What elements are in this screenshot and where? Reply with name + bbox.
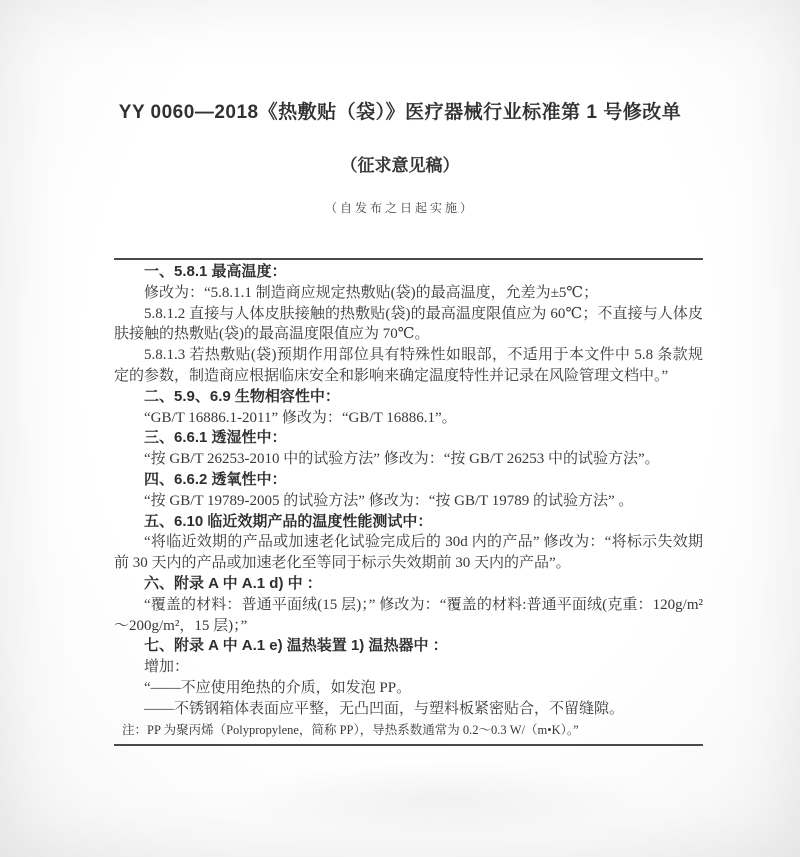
- section-paragraph: “——不应使用绝热的介质，如发泡 PP。: [144, 679, 412, 696]
- section-heading: 二、5.9、6.9 生物相容性中：: [144, 387, 340, 405]
- section-heading: 一、5.8.1 最高温度：: [144, 263, 287, 280]
- section-7-appendix-a1e-heater: [114, 636, 703, 719]
- document-body: [114, 262, 703, 740]
- section-paragraph: “将临近效期的产品或加速老化试验完成后的 30d 内的产品” 修改为：“将标示失效期前 30 天内的产品或加速老化至等同于标示失效期前 30 天内的产品”。: [114, 534, 703, 572]
- section-paragraph: 5.8.1.2 直接与人体皮肤接触的热敷贴(袋)的最高温度限值应为 60℃；不直接与人体皮肤接触的热敷贴(袋)的最高温度限值应为 70℃。: [114, 305, 703, 343]
- section-paragraph: 修改为：“5.8.1.1 制造商应规定热敷贴(袋)的最高温度，允差为±5℃；: [144, 284, 599, 301]
- section-paragraph: “按 GB/T 19789-2005 的试验方法” 修改为：“按 GB/T 19789 的试验方法” 。: [144, 492, 634, 509]
- section-2-biocompatibility: [114, 387, 703, 429]
- section-heading: 五、6.10 临近效期产品的温度性能测试中：: [144, 512, 433, 530]
- section-heading: 六、附录 A 中 A.1 d) 中 ：: [144, 574, 322, 592]
- section-paragraph: 5.8.1.3 若热敷贴(袋)预期作用部位具有特殊性如眼部，不适用于本文件中 5.8 条款规定的参数，制造商应根据临床安全和影响来确定温度特性并记录在风险管理文档中。”: [114, 347, 703, 384]
- section-paragraph: “按 GB/T 26253-2010 中的试验方法” 修改为：“按 GB/T 26253 中的试验方法”。: [144, 451, 660, 468]
- bottom-rule: [114, 744, 703, 746]
- effective-date-note: （自发布之日起实施）: [324, 201, 475, 215]
- document-title: YY 0060—2018《热敷贴（袋）》医疗器械行业标准第 1 号修改单: [118, 102, 682, 123]
- footnote: 注：PP 为聚丙烯（Polypropylene，简称 PP），导热系数通常为 0.2～0.3 W/（m•K）。”: [122, 722, 579, 737]
- section-4-oxygen-permeability: [114, 470, 703, 512]
- section-heading: 七、附录 A 中 A.1 e) 温热装置 1) 温热器中 ：: [144, 637, 448, 655]
- section-5-near-expiry-testing: [114, 512, 703, 574]
- section-heading: 三、6.6.1 透湿性中：: [144, 429, 287, 447]
- section-1-max-temperature: [114, 262, 703, 387]
- section-3-moisture-permeability: [114, 428, 703, 470]
- section-paragraph: ——不锈钢箱体表面应平整，无凸凹面，与塑料板紧密贴合，不留缝隙。: [144, 700, 625, 717]
- document-subtitle: （征求意见稿）: [340, 156, 460, 175]
- section-paragraph: “覆盖的材料：普通平面绒(15 层)；” 修改为：“覆盖的材料:普通平面绒(克重：120g/m²～200g/m²，15 层)；”: [114, 596, 703, 634]
- top-rule: [114, 258, 703, 260]
- section-paragraph: 增加：: [144, 659, 190, 676]
- section-paragraph: “GB/T 16886.1-2011” 修改为：“GB/T 16886.1”。: [144, 409, 457, 426]
- section-6-appendix-a1d: [114, 574, 703, 636]
- section-heading: 四、6.6.2 透氧性中：: [144, 470, 287, 488]
- scan-smudge: [230, 760, 650, 840]
